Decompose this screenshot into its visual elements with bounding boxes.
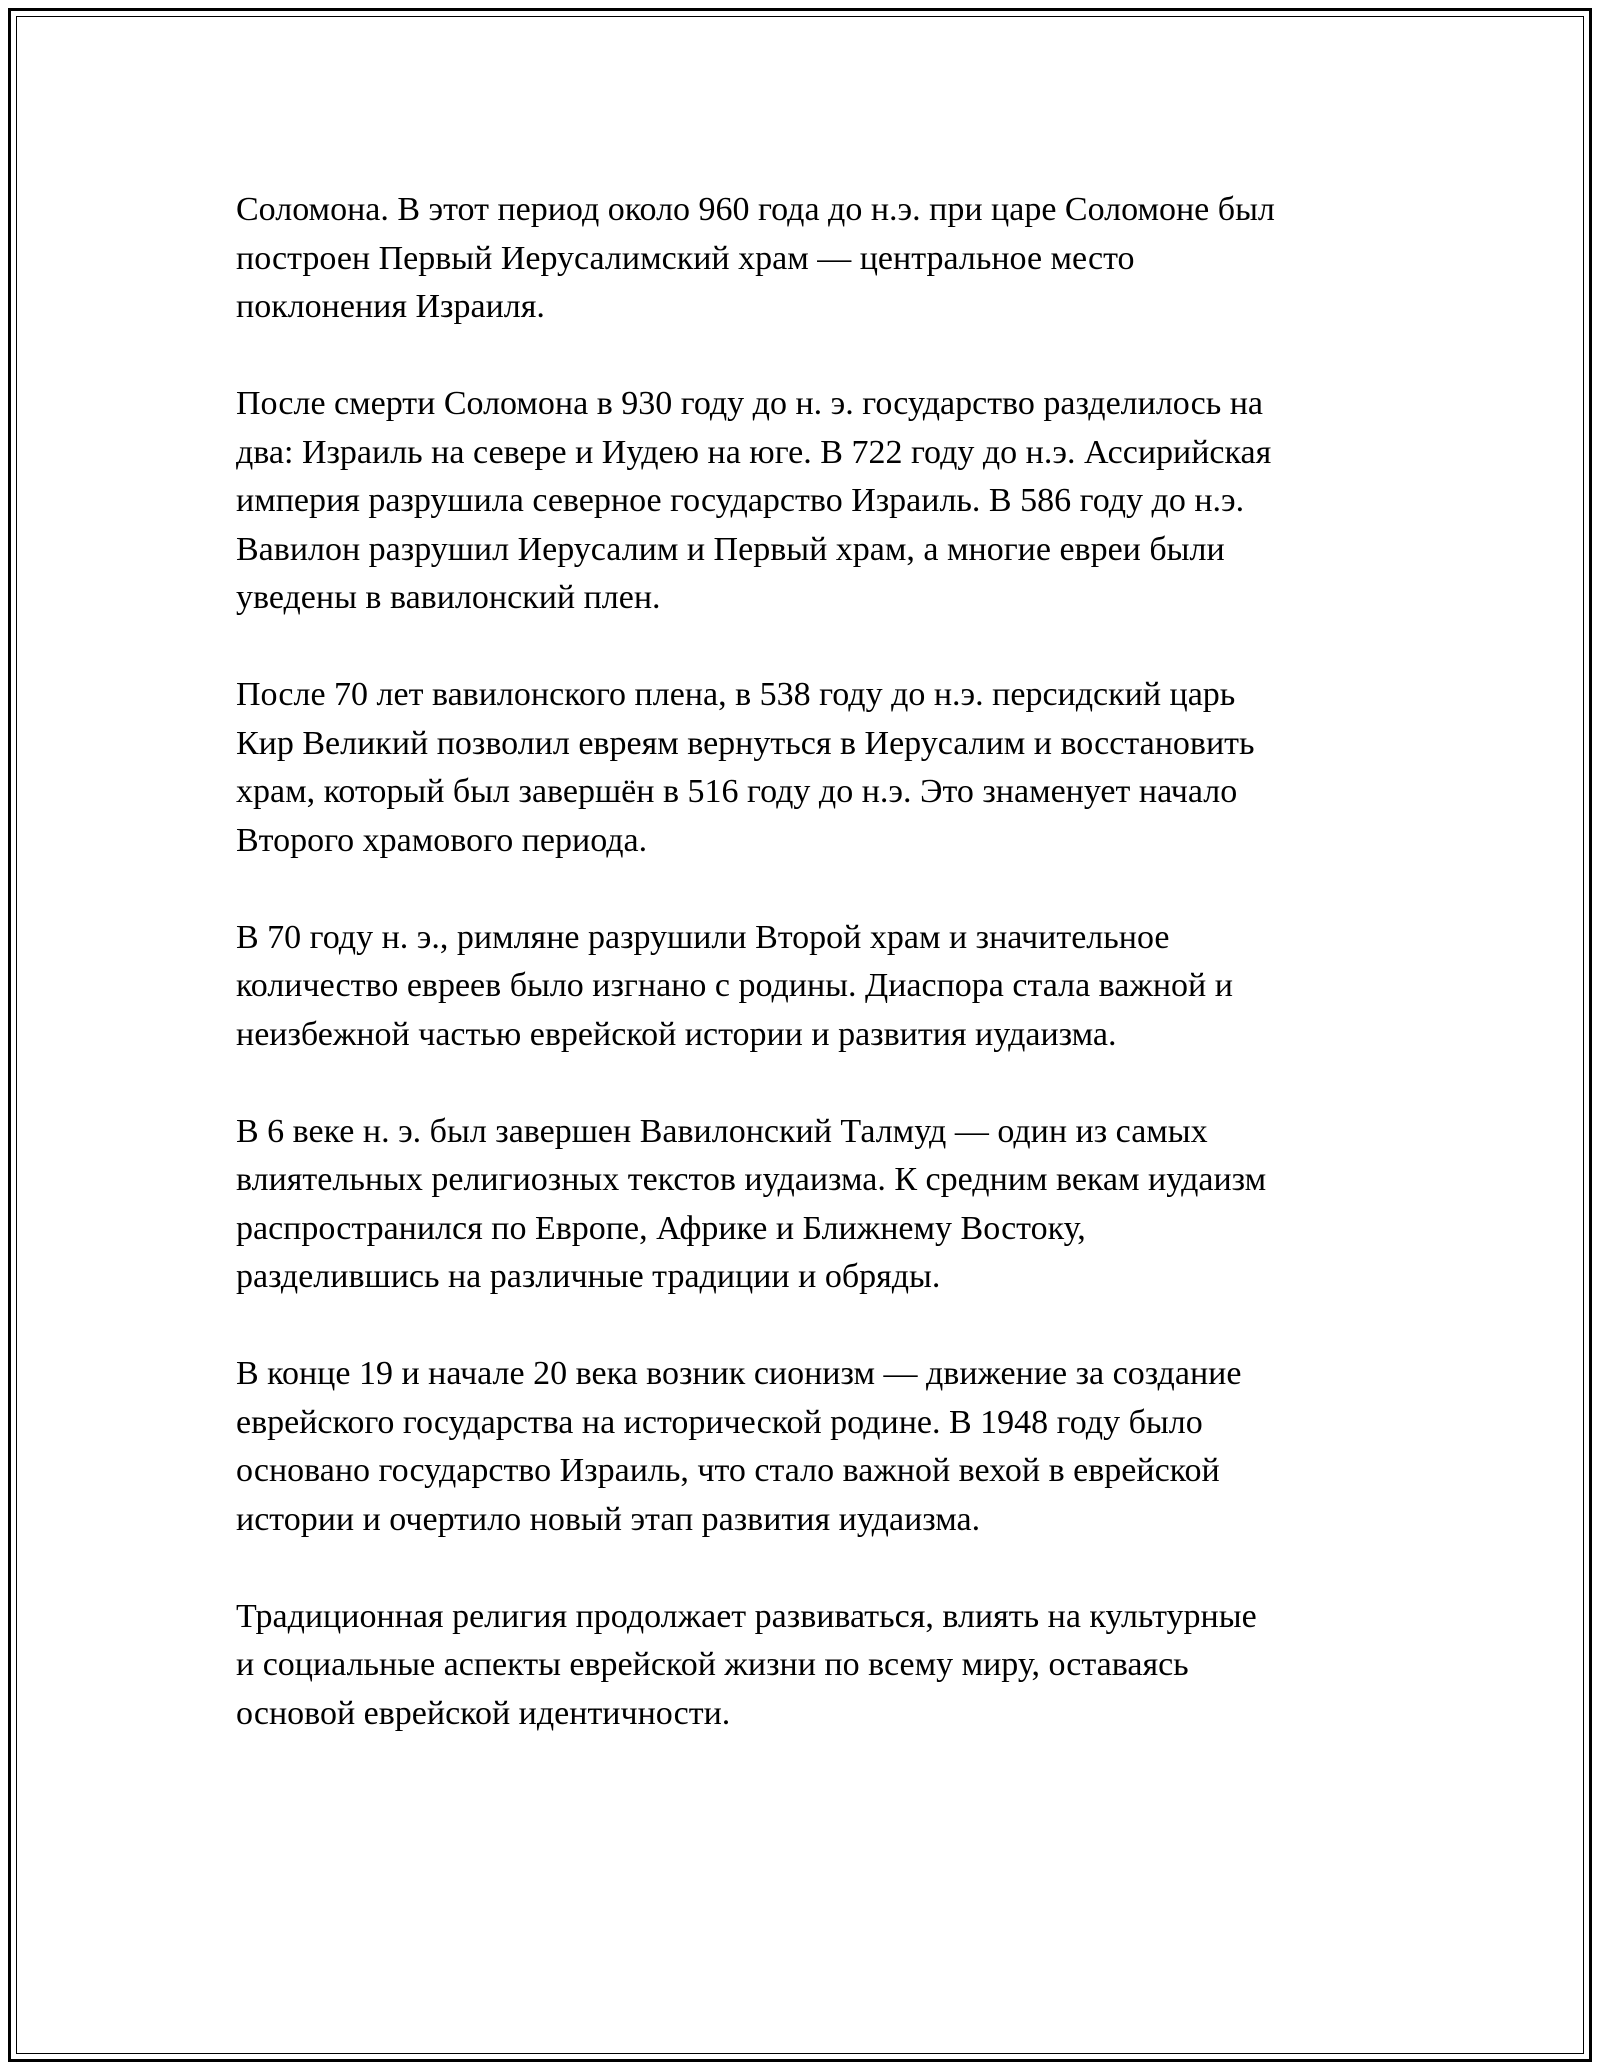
paragraph-7 bbox=[236, 1593, 1386, 1739]
text-line: неизбежной частью еврейской истории и развития иудаизма. bbox=[236, 1015, 1117, 1053]
paragraph-1 bbox=[236, 186, 1386, 332]
text-line: два: Израиль на севере и Иудею на юге. В 722 году до н.э. Ассирийская bbox=[236, 433, 1272, 471]
text-line: основано государство Израиль, что стало важной вехой в еврейской bbox=[236, 1452, 1220, 1489]
text-line: Кир Великий позволил евреям вернуться в Иерусалим и восстановить bbox=[236, 724, 1255, 762]
text-line: Вавилон разрушил Иерусалим и Первый храм, а многие евреи были bbox=[236, 530, 1225, 568]
text-line: распространился по Европе, Африке и Ближнему Востоку, bbox=[236, 1209, 1086, 1247]
text-line: уведены в вавилонский плен. bbox=[236, 579, 661, 616]
text-line: империя разрушила северное государство Израиль. В 586 году до н.э. bbox=[236, 482, 1245, 519]
text-line: и социальные аспекты еврейской жизни по всему миру, оставаясь bbox=[236, 1646, 1189, 1683]
text-line: истории и очертило новый этап развития иудаизма. bbox=[236, 1500, 981, 1538]
text-line: В 70 году н. э., римляне разрушили Второй храм и значительное bbox=[236, 918, 1170, 956]
text-line: После 70 лет вавилонского плена, в 538 году до н.э. персидский царь bbox=[236, 676, 1236, 713]
paragraph-2 bbox=[236, 380, 1386, 623]
paragraph-6 bbox=[236, 1350, 1386, 1544]
text-line: поклонения Израиля. bbox=[236, 288, 545, 325]
text-line: Соломона. В этот период около 960 года до н.э. при царе Соломоне был bbox=[236, 191, 1275, 228]
document-body bbox=[236, 186, 1386, 1787]
text-line: количество евреев было изгнано с родины. Диаспора стала важной и bbox=[236, 967, 1233, 1004]
text-line: После смерти Соломона в 930 году до н. э. государство разделилось на bbox=[236, 385, 1264, 422]
paragraph-5 bbox=[236, 1108, 1386, 1302]
paragraph-3 bbox=[236, 671, 1386, 865]
text-line: В конце 19 и начале 20 века возник сионизм — движение за создание bbox=[236, 1355, 1242, 1392]
text-line: построен Первый Иерусалимский храм — центральное место bbox=[236, 239, 1135, 277]
paragraph-4 bbox=[236, 914, 1386, 1060]
text-line: Традиционная религия продолжает развиваться, влиять на культурные bbox=[236, 1597, 1257, 1635]
text-line: основой еврейской идентичности. bbox=[236, 1694, 731, 1732]
text-line: В 6 веке н. э. был завершен Вавилонский Талмуд — один из самых bbox=[236, 1112, 1208, 1150]
text-line: еврейского государства на исторической родине. В 1948 году было bbox=[236, 1403, 1203, 1441]
text-line: разделившись на различные традиции и обряды. bbox=[236, 1258, 941, 1295]
text-line: влиятельных религиозных текстов иудаизма. К средним векам иудаизм bbox=[236, 1161, 1267, 1198]
text-line: Второго храмового периода. bbox=[236, 821, 648, 859]
text-line: храм, который был завершён в 516 году до н.э. Это знаменует начало bbox=[236, 773, 1238, 810]
